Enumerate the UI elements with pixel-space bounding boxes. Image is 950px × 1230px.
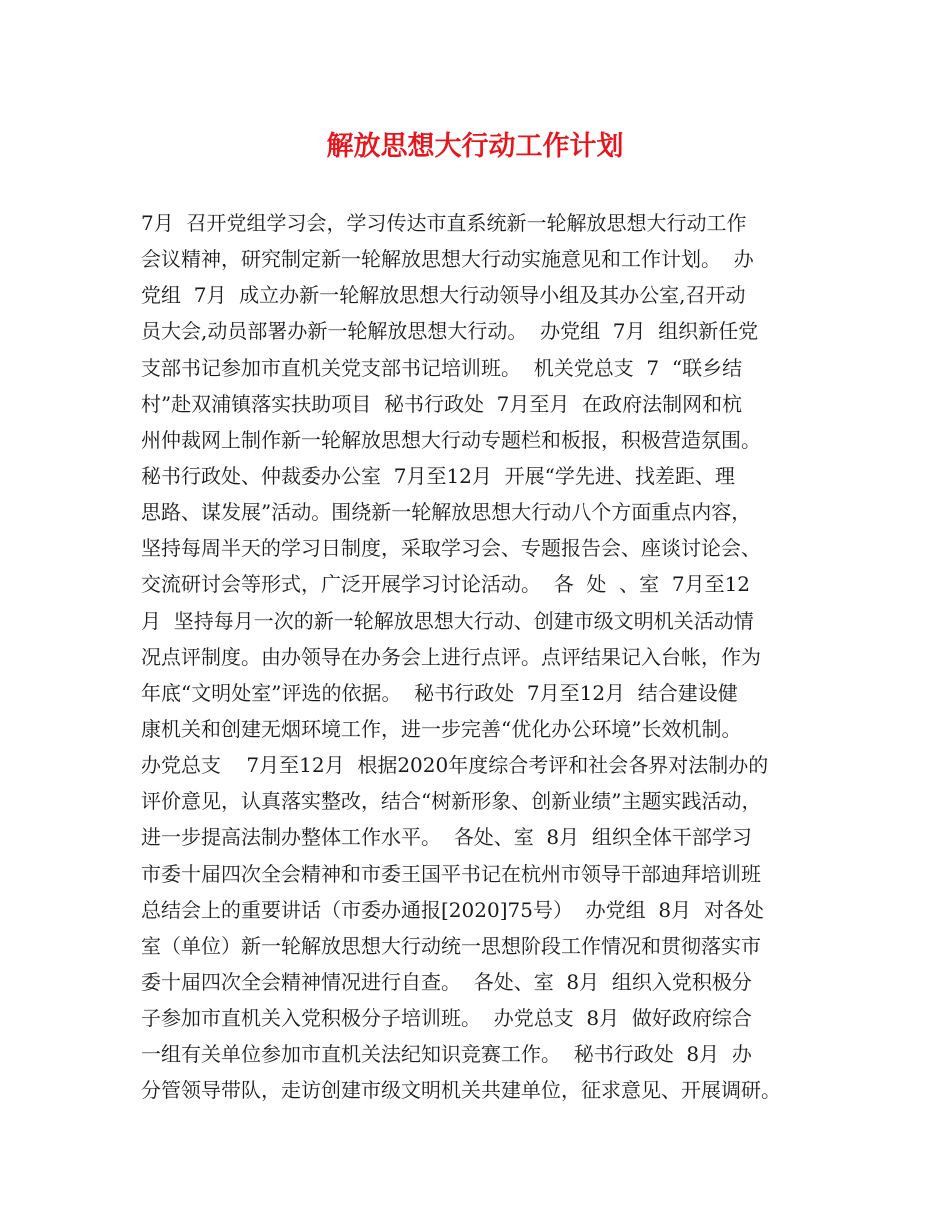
body-line: 市委十届四次全会精神和市委王国平书记在杭州市领导干部迪拜培训班	[141, 861, 761, 886]
document-body	[141, 205, 821, 1109]
body-line: 秘书行政处、仲裁委办公室 7月至12月 开展“学先进、找差距、理	[141, 463, 735, 488]
body-line: 总结会上的重要讲话（市委办通报[2020]75号） 办党组 8月 对各处	[141, 897, 764, 922]
body-line: 7月 召开党组学习会，学习传达市直系统新一轮解放思想大行动工作	[141, 211, 747, 235]
body-line: 思路、谋发展”活动。围绕新一轮解放思想大行动八个方面重点内容，	[141, 500, 752, 525]
body-line: 坚持每周半天的学习日制度，采取学习会、专题报告会、座谈讨论会、	[141, 536, 761, 561]
body-line: 况点评制度。由办领导在办务会上进行点评。点评结果记入台帐，作为	[141, 644, 761, 669]
body-line: 会议精神，研究制定新一轮解放思想大行动实施意见和工作计划。 办	[141, 247, 754, 272]
body-line: 室（单位）新一轮解放思想大行动统一思想阶段工作情况和贯彻落实市	[141, 933, 761, 958]
body-line: 分管领导带队，走访创建市级文明机关共建单位，征求意见、开展调研。	[141, 1078, 781, 1103]
body-line: 党组 7月 成立办新一轮解放思想大行动领导小组及其办公室,召开动	[141, 283, 746, 308]
body-line: 办党总支 7月至12月 根据2020年度综合考评和社会各界对法制办的	[141, 753, 769, 778]
body-line: 村”赴双浦镇落实扶助项目 秘书行政处 7月至月 在政府法制网和杭	[141, 391, 743, 416]
body-line: 子参加市直机关入党积极分子培训班。 办党总支 8月 做好政府综合	[141, 1006, 752, 1031]
body-line: 员大会,动员部署办新一轮解放思想大行动。 办党组 7月 组织新任党	[141, 319, 759, 344]
body-line: 进一步提高法制办整体工作水平。 各处、室 8月 组织全体干部学习	[141, 825, 752, 850]
body-line: 年底“文明处室”评选的依据。 秘书行政处 7月至12月 结合建设健	[141, 680, 738, 705]
body-line: 一组有关单位参加市直机关法纪知识竞赛工作。 秘书行政处 8月 办	[141, 1042, 752, 1067]
body-line: 评价意见，认真落实整改，结合“树新形象、创新业绩”主题实践活动，	[141, 789, 762, 814]
document-title: 解放思想大行动工作计划	[326, 131, 624, 162]
body-line: 月 坚持每月一次的新一轮解放思想大行动、创建市级文明机关活动情	[141, 608, 754, 633]
body-line: 委十届四次全会精神情况进行自查。 各处、室 8月 组织入党积极分	[141, 969, 752, 994]
body-line: 支部书记参加市直机关党支部书记培训班。 机关党总支 7 “联乡结	[141, 355, 743, 380]
body-line: 交流研讨会等形式，广泛开展学习讨论活动。 各 处 、室 7月至12	[141, 572, 751, 597]
body-line: 康机关和创建无烟环境工作，进一步完善“优化办公环境”长效机制。	[141, 716, 742, 741]
body-line: 州仲裁网上制作新一轮解放思想大行动专题栏和板报，积极营造氛围。	[141, 427, 761, 452]
